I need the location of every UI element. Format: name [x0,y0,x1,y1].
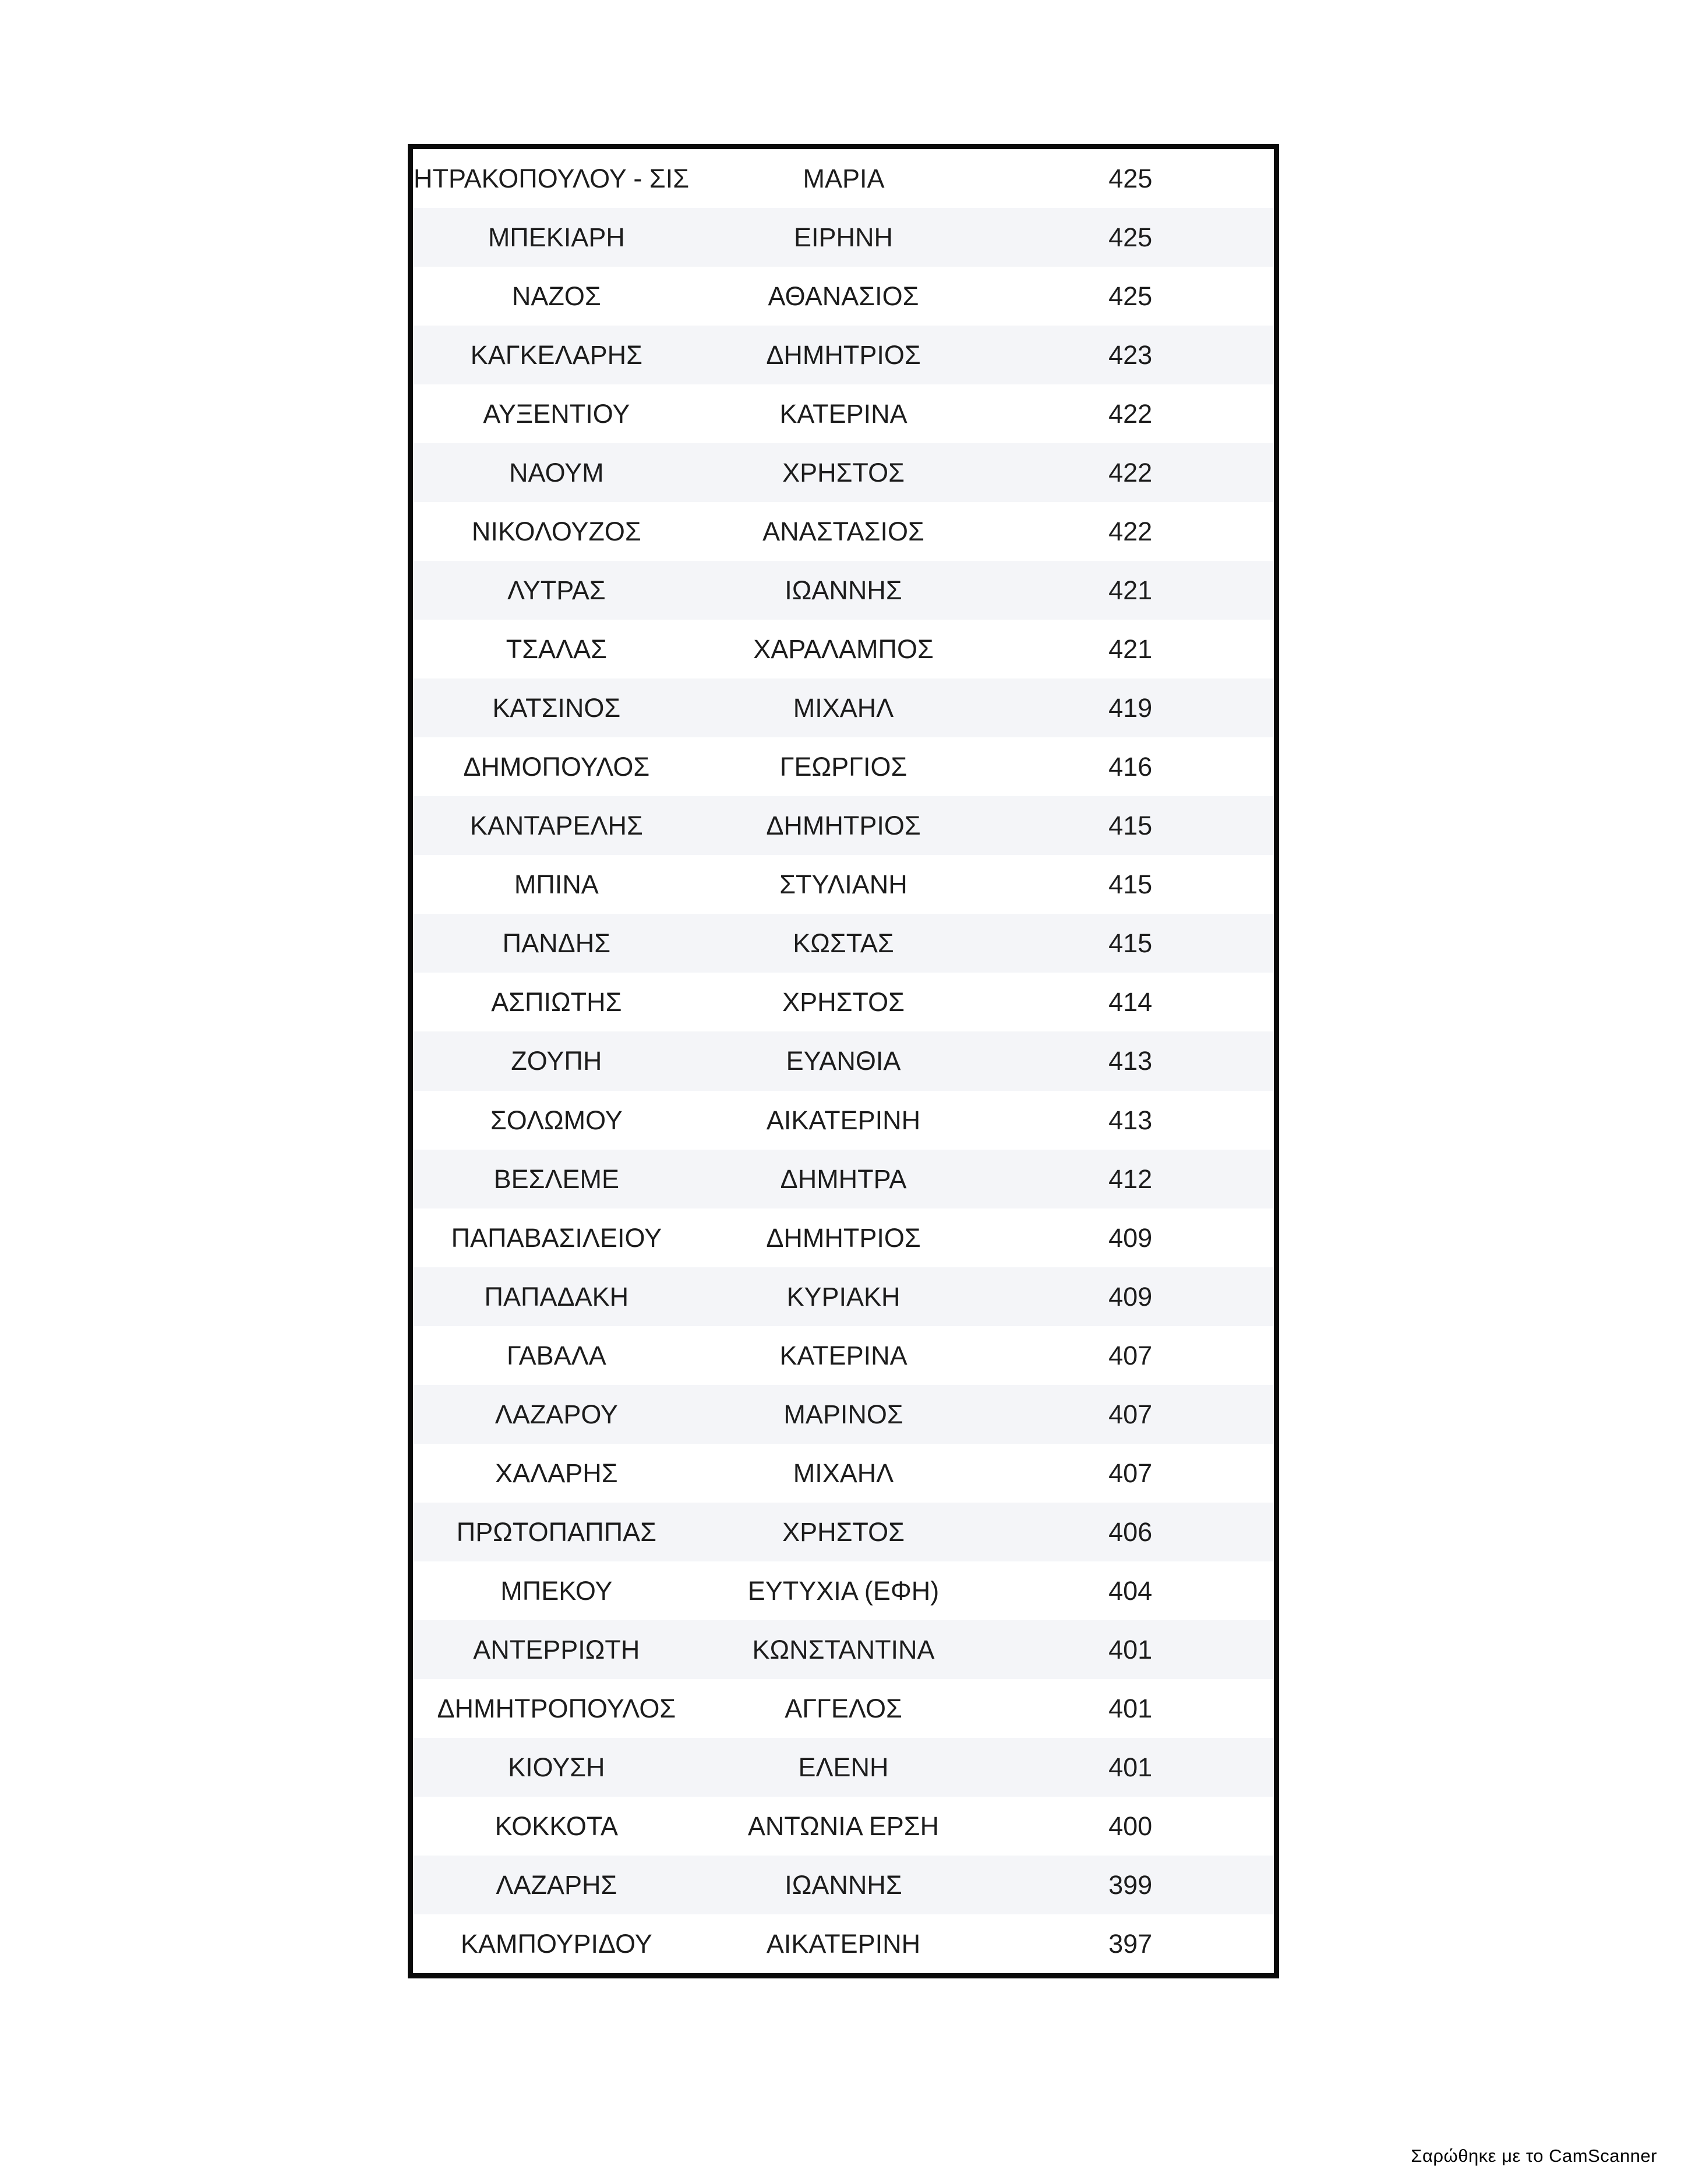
count-cell: 407 [1108,1399,1153,1429]
surname-cell: ΜΠΕΚΟΥ [500,1575,613,1606]
surname-cell: ΤΣΑΛΑΣ [506,634,607,665]
count-cell: 422 [1108,399,1153,429]
count-cell: 397 [1108,1928,1153,1959]
firstname-cell: ΔΗΜΗΤΡΑ [780,1164,907,1194]
surname-cell: ΛΑΖΑΡΗΣ [496,1870,617,1900]
firstname-cell: ΧΡΗΣΤΟΣ [782,987,905,1017]
firstname-cell: ΧΡΗΣΤΟΣ [782,458,905,488]
count-cell: 412 [1108,1164,1153,1194]
table-row [413,502,1274,561]
firstname-cell: ΔΗΜΗΤΡΙΟΣ [766,340,921,370]
results-table [408,144,1279,1978]
surname-cell: ΜΠΕΚΙΑΡΗ [488,222,625,253]
table-row [413,620,1274,678]
table-row [413,561,1274,620]
count-cell: 415 [1108,870,1153,900]
table-row [413,1385,1274,1444]
surname-cell: ΚΟΚΚΟΤΑ [495,1811,619,1841]
firstname-cell: ΑΝΑΣΤΑΣΙΟΣ [762,517,924,547]
count-cell: 407 [1108,1340,1153,1370]
table-row [413,1326,1274,1385]
surname-cell: ΔΗΜΟΠΟΥΛΟΣ [463,752,650,782]
surname-cell: ΚΑΜΠΟΥΡΙΔΟΥ [460,1928,652,1959]
firstname-cell: ΜΑΡΙΑ [803,164,885,194]
surname-cell: ΑΣΠΙΩΤΗΣ [491,987,622,1017]
table-row [413,443,1274,502]
table-row [413,1503,1274,1561]
firstname-cell: ΑΙΚΑΤΕΡΙΝΗ [766,1928,921,1959]
count-cell: 406 [1108,1517,1153,1547]
surname-cell: ΧΑΛΑΡΗΣ [495,1458,618,1488]
table-row [413,149,1274,208]
firstname-cell: ΔΗΜΗΤΡΙΟΣ [766,811,921,841]
count-cell: 400 [1108,1811,1153,1841]
table-row [413,973,1274,1031]
table-row [413,326,1274,384]
surname-cell: ΒΕΣΛΕΜΕ [493,1164,620,1194]
table-row [413,1856,1274,1914]
table-row [413,267,1274,326]
count-cell: 425 [1108,222,1153,253]
count-cell: 399 [1108,1870,1153,1900]
count-cell: 415 [1108,811,1153,841]
count-cell: 422 [1108,517,1153,547]
table-row [413,855,1274,914]
count-cell: 425 [1108,164,1153,194]
table-row [413,384,1274,443]
table-row [413,1738,1274,1797]
firstname-cell: ΑΘΑΝΑΣΙΟΣ [768,281,919,312]
firstname-cell: ΑΝΤΩΝΙΑ ΕΡΣΗ [747,1811,940,1841]
surname-cell: ΠΡΩΤΟΠΑΠΠΑΣ [456,1517,656,1547]
surname-cell: ΚΑΤΣΙΝΟΣ [492,693,621,723]
surname-cell: ΔΗΜΗΤΡΟΠΟΥΛΟΣ [437,1693,676,1723]
table-row [413,1208,1274,1267]
table-row [413,914,1274,973]
surname-cell: ΠΑΝΔΗΣ [502,928,611,959]
table-row [413,1679,1274,1738]
count-cell: 407 [1108,1458,1153,1488]
firstname-cell: ΑΙΚΑΤΕΡΙΝΗ [766,1105,921,1135]
count-cell: 409 [1108,1222,1153,1253]
count-cell: 423 [1108,340,1153,370]
firstname-cell: ΕΛΕΝΗ [798,1752,889,1782]
table-row [413,1091,1274,1150]
table-row [413,1031,1274,1090]
firstname-cell: ΚΑΤΕΡΙΝΑ [779,1340,907,1370]
table-row [413,208,1274,267]
firstname-cell: ΚΩΝΣΤΑΝΤΙΝΑ [752,1634,935,1664]
surname-cell: ΠΑΠΑΒΑΣΙΛΕΙΟΥ [451,1222,662,1253]
firstname-cell: ΕΥΑΝΘΙΑ [786,1046,901,1076]
surname-cell: ΚΑΝΤΑΡΕΛΗΣ [469,811,643,841]
surname-cell: ΠΑΠΑΔΑΚΗ [484,1281,629,1312]
table-row [413,1267,1274,1326]
firstname-cell: ΜΙΧΑΗΛ [793,1458,894,1488]
camscanner-watermark: Σαρώθηκε με το CamScanner [1411,2146,1657,2166]
surname-cell: ΑΝΤΕΡΡΙΩΤΗ [473,1634,640,1664]
count-cell: 419 [1108,693,1153,723]
count-cell: 421 [1108,634,1153,665]
count-cell: 413 [1108,1046,1153,1076]
count-cell: 422 [1108,458,1153,488]
firstname-cell: ΚΥΡΙΑΚΗ [786,1281,900,1312]
count-cell: 401 [1108,1693,1153,1723]
surname-cell: ΓΑΒΑΛΑ [506,1340,606,1370]
firstname-cell: ΚΩΣΤΑΣ [793,928,894,959]
surname-cell: ΛΥΤΡΑΣ [507,575,606,606]
surname-cell: ΖΟΥΠΗ [511,1046,602,1076]
count-cell: 421 [1108,575,1153,606]
firstname-cell: ΚΑΤΕΡΙΝΑ [779,399,907,429]
firstname-cell: ΙΩΑΝΝΗΣ [785,575,902,606]
count-cell: 401 [1108,1752,1153,1782]
firstname-cell: ΧΡΗΣΤΟΣ [782,1517,905,1547]
firstname-cell: ΑΓΓΕΛΟΣ [785,1693,902,1723]
firstname-cell: ΕΥΤΥΧΙΑ (ΕΦΗ) [747,1575,940,1606]
table-row [413,1797,1274,1856]
surname-cell: ΚΙΟΥΣΗ [508,1752,605,1782]
firstname-cell: ΙΩΑΝΝΗΣ [785,1870,902,1900]
surname-cell: ΜΠΙΝΑ [514,870,599,900]
firstname-cell: ΕΙΡΗΝΗ [793,222,894,253]
table-row [413,796,1274,855]
surname-cell: ΝΙΚΟΛΟΥΖΟΣ [471,517,641,547]
surname-cell: ΑΥΞΕΝΤΙΟΥ [483,399,630,429]
table-row [413,678,1274,737]
surname-cell: ΣΟΛΩΜΟΥ [490,1105,623,1135]
count-cell: 404 [1108,1575,1153,1606]
table-row [413,1444,1274,1503]
surname-cell: ΛΑΖΑΡΟΥ [495,1399,618,1429]
table-row [413,737,1274,796]
count-cell: 409 [1108,1281,1153,1312]
surname-cell: ΗΤΡΑΚΟΠΟΥΛΟΥ - ΣΙΣ [414,164,690,194]
count-cell: 401 [1108,1634,1153,1664]
count-cell: 425 [1108,281,1153,312]
table-row [413,1620,1274,1679]
table-row [413,1150,1274,1208]
firstname-cell: ΜΙΧΑΗΛ [793,693,894,723]
count-cell: 413 [1108,1105,1153,1135]
firstname-cell: ΓΕΩΡΓΙΟΣ [779,752,907,782]
firstname-cell: ΔΗΜΗΤΡΙΟΣ [766,1222,921,1253]
count-cell: 414 [1108,987,1153,1017]
table-row [413,1914,1274,1973]
firstname-cell: ΜΑΡΙΝΟΣ [783,1399,903,1429]
table-row [413,1561,1274,1620]
count-cell: 415 [1108,928,1153,959]
firstname-cell: ΧΑΡΑΛΑΜΠΟΣ [753,634,934,665]
count-cell: 416 [1108,752,1153,782]
surname-cell: ΚΑΓΚΕΛΑΡΗΣ [470,340,642,370]
surname-cell: ΝΑΖΟΣ [511,281,601,312]
firstname-cell: ΣΤΥΛΙΑΝΗ [779,870,907,900]
surname-cell: ΝΑΟΥΜ [509,458,604,488]
